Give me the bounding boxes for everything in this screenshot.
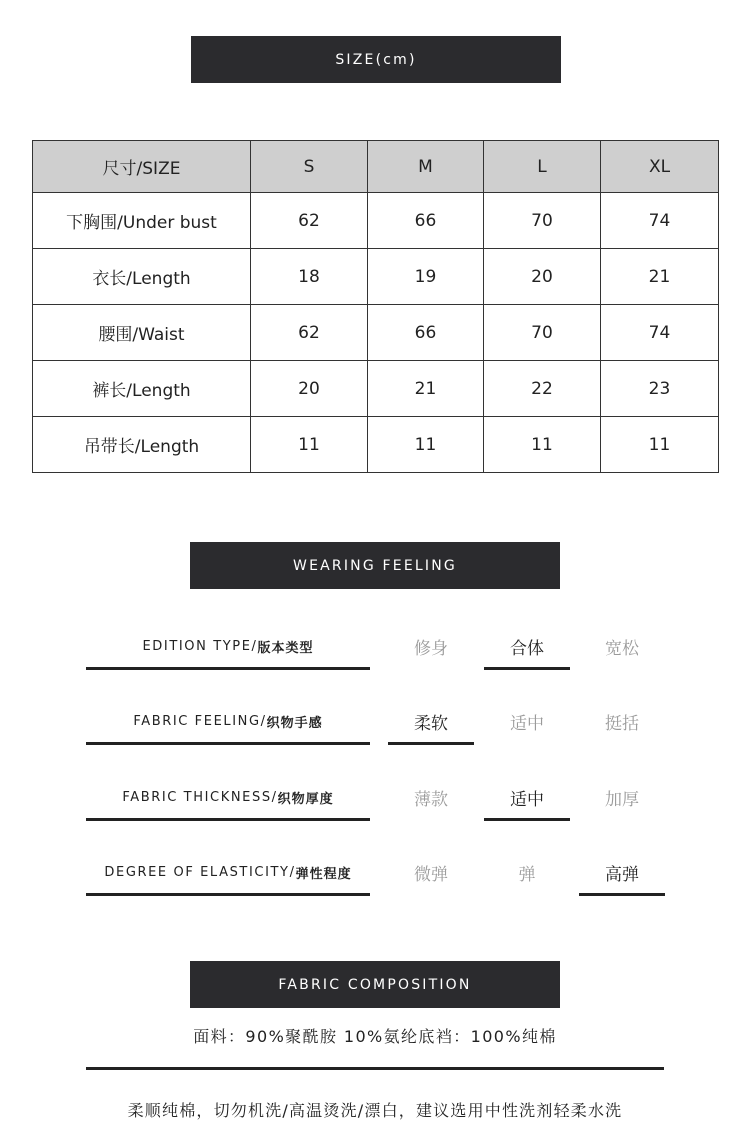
table-row <box>33 361 719 417</box>
table-cell: 62 <box>251 305 368 361</box>
feel-label-en: DEGREE OF ELASTICITY/ <box>104 864 296 880</box>
table-cell: 66 <box>368 193 484 249</box>
header-cell-size: 尺寸/SIZE <box>33 141 251 193</box>
feel-option: 微弹 <box>414 864 448 885</box>
feel-label-cn: 弹性程度 <box>295 866 352 882</box>
fabric-composition-title: FABRIC COMPOSITION <box>278 976 472 993</box>
composition-divider <box>86 1067 664 1070</box>
selected-option-underline <box>388 742 474 745</box>
selected-option-underline <box>579 893 665 896</box>
table-cell: 19 <box>368 249 484 305</box>
table-cell: 23 <box>601 361 719 417</box>
wearing-feeling-title: WEARING FEELING <box>293 557 457 574</box>
feel-underline <box>86 742 370 745</box>
table-cell: 22 <box>484 361 601 417</box>
table-cell: 20 <box>484 249 601 305</box>
table-cell: 18 <box>251 249 368 305</box>
feel-label-cn: 版本类型 <box>257 640 314 656</box>
feel-label <box>86 702 370 740</box>
row-label: 腰围/Waist <box>33 305 251 361</box>
feel-label-cn: 织物手感 <box>266 715 323 731</box>
table-cell: 74 <box>601 193 719 249</box>
selected-option-underline <box>484 667 570 670</box>
table-row <box>33 417 719 473</box>
feel-row-fabric-thickness <box>0 778 750 830</box>
table-cell: 11 <box>368 417 484 473</box>
table-cell: 11 <box>601 417 719 473</box>
size-banner-title: SIZE(cm) <box>335 51 417 68</box>
feel-label-en: EDITION TYPE/ <box>142 638 258 654</box>
composition-text: 面料：90%聚酰胺 10%氨纶底裆：100%纯棉 <box>193 1026 557 1046</box>
table-cell: 20 <box>251 361 368 417</box>
table-row <box>33 193 719 249</box>
selected-option-underline <box>484 818 570 821</box>
row-label: 裤长/Length <box>33 361 251 417</box>
feel-option: 弹 <box>518 864 536 885</box>
table-cell: 66 <box>368 305 484 361</box>
header-cell-l: L <box>484 141 601 193</box>
table-cell: 11 <box>251 417 368 473</box>
feel-underline <box>86 667 370 670</box>
header-cell-m: M <box>368 141 484 193</box>
feel-label-cn: 织物厚度 <box>277 791 334 807</box>
feel-option: 薄款 <box>414 789 448 810</box>
care-instructions: 柔顺纯棉，切勿机洗/高温烫洗/漂白，建议选用中性洗剂轻柔水洗 <box>127 1100 623 1120</box>
size-banner <box>191 36 561 83</box>
feel-option: 挺括 <box>605 713 639 734</box>
table-cell: 21 <box>368 361 484 417</box>
feel-label-en: FABRIC FEELING/ <box>133 713 267 729</box>
table-row <box>33 305 719 361</box>
row-label: 衣长/Length <box>33 249 251 305</box>
feel-option: 修身 <box>414 638 448 659</box>
feel-label-en: FABRIC THICKNESS/ <box>122 789 278 805</box>
table-cell: 70 <box>484 305 601 361</box>
feel-row-fabric-feeling <box>0 702 750 754</box>
fabric-composition-banner <box>190 961 560 1008</box>
row-label: 下胸围/Under bust <box>33 193 251 249</box>
feel-label <box>86 627 370 665</box>
header-cell-s: S <box>251 141 368 193</box>
feel-row-edition-type <box>0 627 750 679</box>
header-cell-xl: XL <box>601 141 719 193</box>
feel-option-selected: 适中 <box>510 789 544 810</box>
feel-underline <box>86 893 370 896</box>
wearing-feeling-banner <box>190 542 560 589</box>
feel-option: 加厚 <box>605 789 639 810</box>
feel-label <box>86 853 370 891</box>
size-table-header-row <box>33 141 719 193</box>
feel-option: 适中 <box>510 713 544 734</box>
feel-label <box>86 778 370 816</box>
table-cell: 70 <box>484 193 601 249</box>
feel-underline <box>86 818 370 821</box>
feel-option-selected: 柔软 <box>414 713 448 734</box>
row-label: 吊带长/Length <box>33 417 251 473</box>
table-cell: 74 <box>601 305 719 361</box>
feel-option-selected: 合体 <box>510 638 544 659</box>
table-cell: 11 <box>484 417 601 473</box>
feel-option-selected: 高弹 <box>605 864 639 885</box>
feel-row-elasticity <box>0 853 750 905</box>
size-table <box>32 140 719 473</box>
table-cell: 21 <box>601 249 719 305</box>
feel-option: 宽松 <box>605 638 639 659</box>
table-cell: 62 <box>251 193 368 249</box>
table-row <box>33 249 719 305</box>
